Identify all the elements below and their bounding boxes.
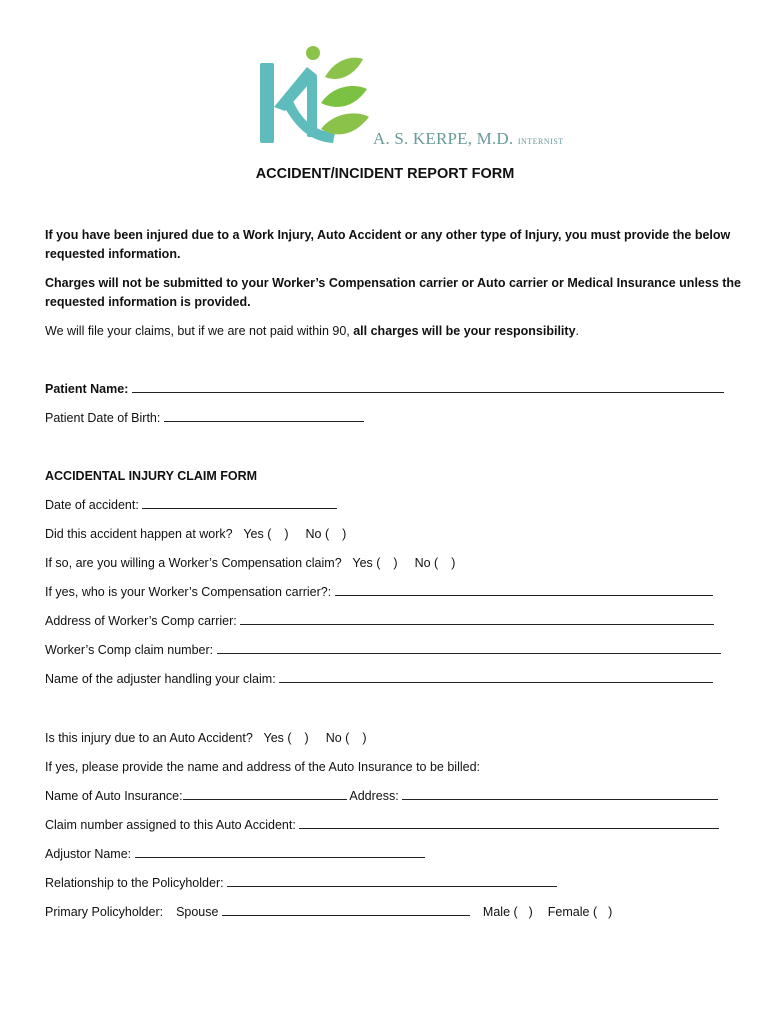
claim-heading: ACCIDENTAL INJURY CLAIM FORM bbox=[45, 469, 258, 483]
auto-claim-row: Claim number assigned to this Auto Accident: bbox=[45, 818, 719, 832]
auto-provide-text: If yes, please provide the name and address of the Auto Insurance to be billed: bbox=[45, 760, 481, 774]
primary-policyholder-row: Primary Policyholder: Spouse Male ( ) Female ( ) bbox=[45, 905, 613, 919]
charges-line-1: Charges will not be submitted to your Worker’s Compensation carrier or Auto carrier or Medical Insurance unless the bbox=[45, 276, 741, 290]
comp-carrier-row: If yes, who is your Worker’s Compensation carrier?: bbox=[45, 585, 713, 599]
comp-address-row: Address of Worker’s Comp carrier: bbox=[45, 614, 714, 628]
auto-yes-option[interactable]: Yes ( ) bbox=[263, 731, 309, 745]
charges-line-2: requested information is provided. bbox=[45, 295, 251, 309]
auto-claim-field[interactable] bbox=[299, 818, 719, 829]
comp-claim-field[interactable] bbox=[217, 643, 721, 654]
willing-no-option[interactable]: No ( ) bbox=[414, 556, 456, 570]
auto-insurance-row: Name of Auto Insurance: Address: bbox=[45, 789, 718, 803]
intro-line-1: If you have been injured due to a Work Injury, Auto Accident or any other type of Injury, you must provide the below bbox=[45, 228, 731, 242]
practice-name: A. S. KERPE, M.D. INTERNIST bbox=[373, 129, 564, 148]
adjustor-field[interactable] bbox=[135, 847, 425, 858]
auto-no-option[interactable]: No ( ) bbox=[325, 731, 367, 745]
adjuster-row: Name of the adjuster handling your claim: bbox=[45, 672, 713, 686]
spouse-field[interactable] bbox=[222, 905, 470, 916]
female-option[interactable]: Female ( ) bbox=[547, 905, 613, 919]
auto-accident-row: Is this injury due to an Auto Accident? Yes ( ) No ( ) bbox=[45, 731, 367, 745]
comp-address-field[interactable] bbox=[240, 614, 714, 625]
relationship-row: Relationship to the Policyholder: bbox=[45, 876, 557, 890]
at-work-no-option[interactable]: No ( ) bbox=[305, 527, 347, 541]
accident-date-field[interactable] bbox=[142, 498, 337, 509]
willing-row: If so, are you willing a Worker’s Compensation claim? Yes ( ) No ( ) bbox=[45, 556, 456, 570]
relationship-field[interactable] bbox=[227, 876, 557, 887]
accident-date-row: Date of accident: bbox=[45, 498, 337, 512]
patient-name-field[interactable] bbox=[132, 382, 724, 393]
patient-name-row: Patient Name: bbox=[45, 382, 724, 396]
intro-line-2: requested information. bbox=[45, 247, 181, 261]
auto-insurance-field[interactable] bbox=[183, 789, 347, 800]
comp-carrier-field[interactable] bbox=[335, 585, 713, 596]
form-title: ACCIDENT/INCIDENT REPORT FORM bbox=[255, 166, 515, 182]
at-work-row: Did this accident happen at work? Yes ( ) No ( ) bbox=[45, 527, 347, 541]
at-work-yes-option[interactable]: Yes ( ) bbox=[243, 527, 289, 541]
auto-address-field[interactable] bbox=[402, 789, 718, 800]
comp-claim-row: Worker’s Comp claim number: bbox=[45, 643, 721, 657]
patient-dob-row: Patient Date of Birth: bbox=[45, 411, 364, 425]
willing-yes-option[interactable]: Yes ( ) bbox=[352, 556, 398, 570]
adjustor-row: Adjustor Name: bbox=[45, 847, 425, 861]
patient-dob-field[interactable] bbox=[164, 411, 364, 422]
adjuster-field[interactable] bbox=[279, 672, 713, 683]
male-option[interactable]: Male ( ) bbox=[482, 905, 533, 919]
practice-logo bbox=[255, 45, 564, 155]
responsibility-line: We will file your claims, but if we are not paid within 90, all charges will be your responsibility. bbox=[45, 324, 580, 338]
